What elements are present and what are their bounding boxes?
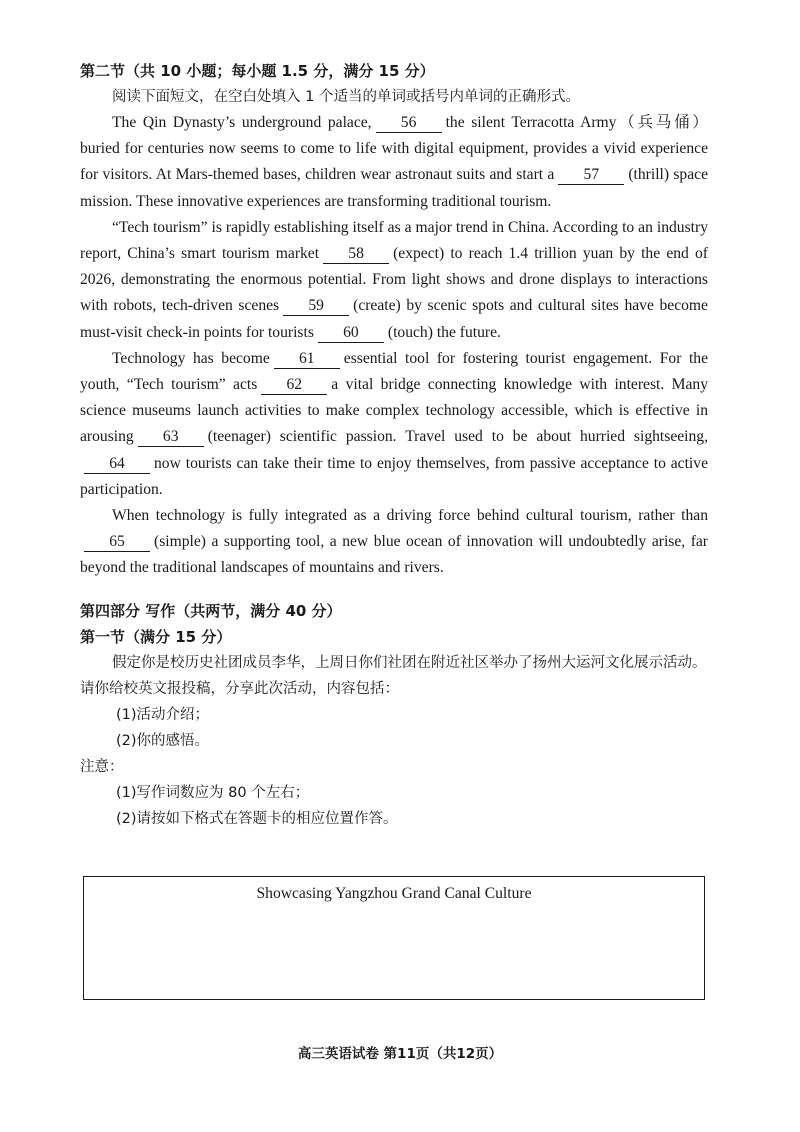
p3-text-2: essential tool for fostering tourist engagement. For the youth, “Tech tourism” acts — [80, 349, 709, 394]
passage-paragraph-2 — [80, 215, 708, 346]
notes-label: 注意： — [80, 758, 124, 775]
writing-prompt: 假定你是校历史社团成员李华，上周日你们社团在附近社区举办了扬州大运河文化展示活动。请你给校英文报投稿，分享此次活动，内容包括： — [80, 654, 707, 697]
section2-heading: 第二节（共 10 小题；每小题 1.5 分，满分 15 分） — [80, 62, 435, 80]
blank-58[interactable]: 58 — [323, 245, 389, 264]
p3-text-3: a vital bridge connecting knowledge with interest. Many science museums launch activities to make complex technology accessible, which is effective in arousing — [80, 376, 708, 446]
passage-paragraph-1 — [80, 110, 708, 215]
p2-text-1: “Tech tourism” is rapidly establishing itself as a major trend in China. According to an industry report, China’s smart tourism market — [80, 218, 708, 263]
blank-64[interactable]: 64 — [84, 455, 150, 474]
answer-box[interactable] — [83, 876, 705, 1000]
blank-61[interactable]: 61 — [274, 350, 340, 369]
passage-paragraph-4 — [80, 503, 708, 582]
p1-text-1: The Qin Dynasty’s underground palace, — [112, 114, 372, 131]
p3-text-4: (teenager) scientific passion. Travel used to be about hurried sightseeing, — [207, 428, 708, 446]
blank-63[interactable]: 63 — [138, 428, 204, 447]
p3-text-5: now tourists can take their time to enjoy themselves, from passive acceptance to active participation. — [80, 454, 708, 498]
note-item-2: (2)请按如下格式在答题卡的相应位置作答。 — [116, 810, 398, 827]
p4-text-2: (simple) a supporting tool, a new blue ocean of innovation will undoubtedly arise, far beyond the traditional landscapes of mountains and rivers. — [80, 533, 708, 577]
p2-text-2: (expect) to reach 1.4 trillion yuan by the end of 2026, demonstrating the enormous potential. From light shows and drone displays to interactions with robots, tech-driven scenes — [80, 245, 709, 315]
p1-text-2: the silent Terracotta Army（兵马俑）buried for centuries now seems to come to life with digital equipment, provides a vivid experience for visitors. At Mars-themed bases, children wear astronaut suits and start a — [80, 114, 708, 184]
blank-60[interactable]: 60 — [318, 324, 384, 343]
prompt-item-2: (2)你的感悟。 — [116, 732, 210, 749]
p2-text-4: (touch) the future. — [387, 323, 501, 341]
part4-heading: 第四部分 写作（共两节，满分 40 分） — [80, 601, 342, 620]
blank-56[interactable]: 56 — [376, 114, 442, 133]
blank-65[interactable]: 65 — [84, 533, 150, 552]
part4-section1-heading: 第一节（满分 15 分） — [80, 627, 232, 646]
p4-text-1: When technology is fully integrated as a driving force behind cultural tourism, rather than — [112, 507, 708, 525]
note-item-1: (1)写作词数应为 80 个左右； — [116, 784, 310, 801]
passage-paragraph-3 — [80, 346, 708, 503]
exam-page — [80, 58, 708, 832]
p2-text-3: (create) by scenic spots and cultural sites have become must-visit check-in points for tourists — [80, 297, 708, 341]
section2-instruction: 阅读下面短文，在空白处填入 1 个适当的单词或括号内单词的正确形式。 — [112, 89, 580, 105]
blank-59[interactable]: 59 — [283, 297, 349, 316]
p1-text-3: (thrill) space mission. These innovative experiences are transforming traditional tourism. — [80, 166, 708, 210]
answer-box-title: Showcasing Yangzhou Grand Canal Culture — [256, 885, 532, 902]
page-footer: 高三英语试卷 第11页（共12页） — [297, 1046, 503, 1062]
p3-text-1: Technology has become — [112, 349, 270, 367]
blank-57[interactable]: 57 — [558, 166, 624, 185]
prompt-item-1: (1)活动介绍； — [116, 706, 210, 723]
blank-62[interactable]: 62 — [261, 376, 327, 395]
